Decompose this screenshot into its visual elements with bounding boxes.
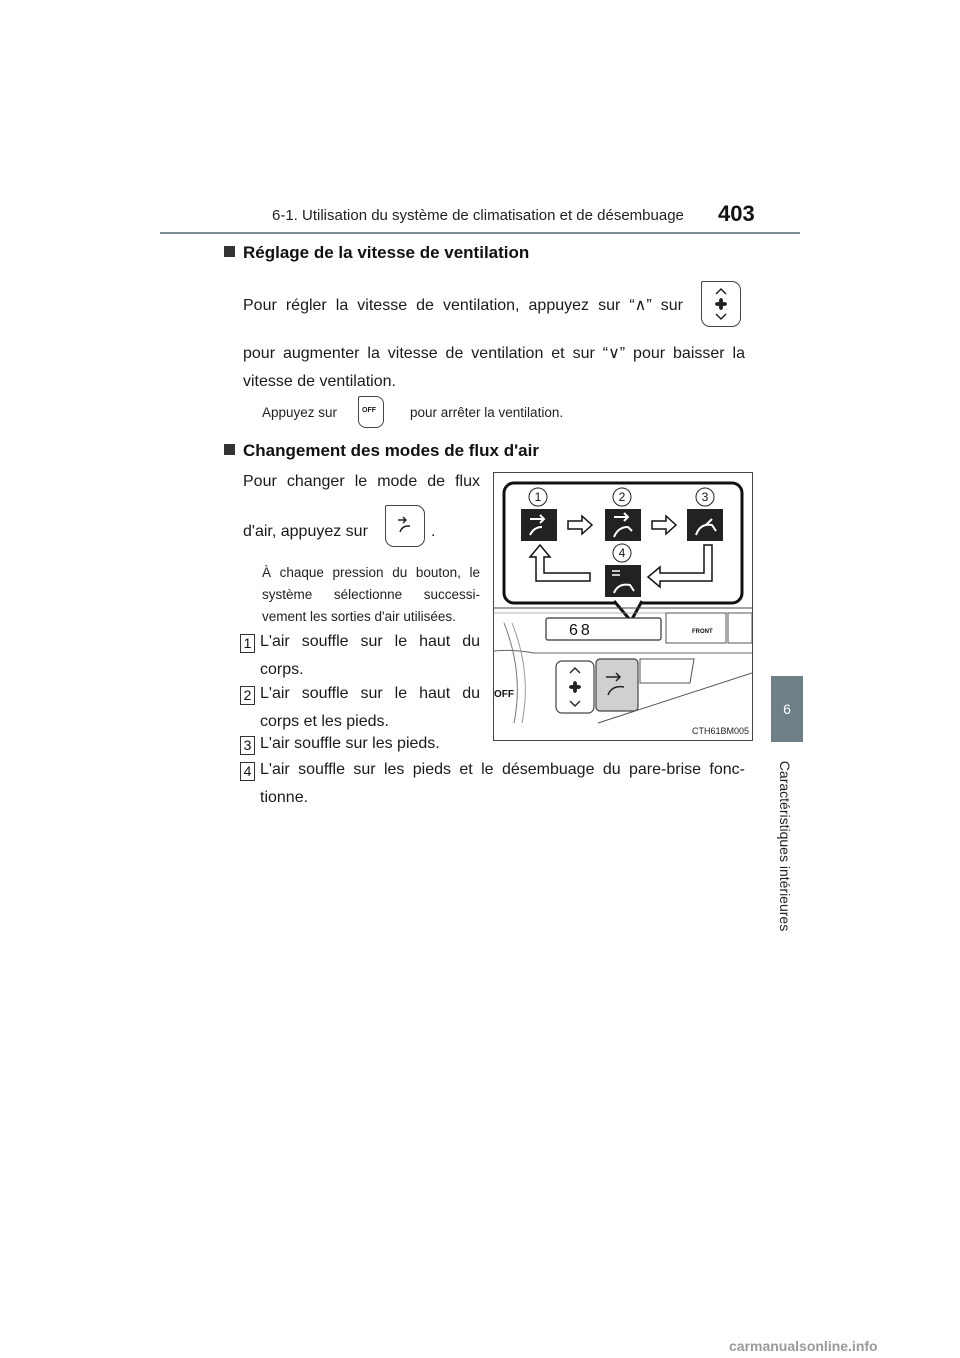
heading-fan-speed [224,243,529,263]
rear-defrost-button [728,613,752,643]
chapter-title-text: Caractéristiques intérieures [777,760,793,932]
fan-off-label: OFF [362,407,376,414]
callout-label-4: 4 [618,546,626,560]
display-screen [546,618,661,640]
fan-speed-para-rest: pour augmenter la vitesse de ventilation et sur “∨” pour baisser la vitesse de ventilation. [243,345,745,390]
heading-bullet [224,444,235,455]
item-number: 3 [240,736,255,755]
airflow-feet-icon [687,509,723,541]
fan-off-note-after: pour arrêter la ventilation. [410,405,564,420]
heading-bullet [224,246,235,257]
airflow-modes-figure [493,472,753,741]
header-rule [160,232,800,234]
dial-off-label: OFF [494,689,514,700]
airflow-para-line1: Pour changer le mode de flux [243,473,480,490]
front-defrost-button [666,613,726,643]
front-label: FRONT [692,629,713,635]
climate-panel [494,608,752,723]
display-value: 68 [569,622,593,639]
fan-speed-para-line1: Pour régler la vitesse de ventilation, appuyez sur “∧” sur [243,297,683,314]
page-number: 403 [718,201,755,226]
airflow-para-line2-end: . [431,523,436,540]
item-text: L'air souffle sur le haut du corps et les pieds. [260,685,480,730]
airflow-para-line2: d'air, appuyez sur [243,523,368,540]
heading-airflow-mode-text: Changement des modes de flux d'air [243,441,539,460]
section-header: 6-1. Utilisation du système de climatisation et de désembuage [272,207,684,224]
item-number: 1 [240,634,255,653]
fan-icon [715,298,727,310]
chapter-tab [771,676,803,742]
item-text: L'air souffle sur le haut du corps. [260,633,480,678]
airflow-mode-button-icon [385,505,425,547]
callout-label-3: 3 [701,490,709,504]
recirculation-button [640,659,694,683]
item-text: L'air souffle sur les pieds et le désembuage du pare-brise fonc-tionne. [260,761,745,806]
airflow-face-icon [521,509,557,541]
airflow-note: À chaque pression du bouton, le système sélectionne successi-vement les sorties d'air utilisées. [262,565,480,624]
item-number: 4 [240,762,255,781]
chapter-title [760,746,810,946]
fan-speed-button-icon [701,281,741,327]
callout-label-1: 1 [534,490,542,504]
fan-off-button-icon [358,396,384,428]
airflow-diagram [494,473,752,740]
figure-code: CTH61BM005 [692,726,750,736]
watermark: carmanualsonline.info [729,1338,878,1354]
item-number: 2 [240,686,255,705]
callout-label-2: 2 [618,490,626,504]
airflow-mode-glyph [386,506,424,546]
item-text: L'air souffle sur les pieds. [260,735,440,752]
fan-off-note-before: Appuyez sur [262,405,338,420]
heading-fan-speed-text: Réglage de la vitesse de ventilation [243,243,530,262]
airflow-mode-panel-button [596,659,638,711]
fan-speed-glyph [702,282,740,326]
airflow-bilevel-icon [605,509,641,541]
heading-airflow-mode [224,441,539,461]
airflow-feet-defrost-icon [605,565,641,597]
chapter-number: 6 [783,701,791,717]
